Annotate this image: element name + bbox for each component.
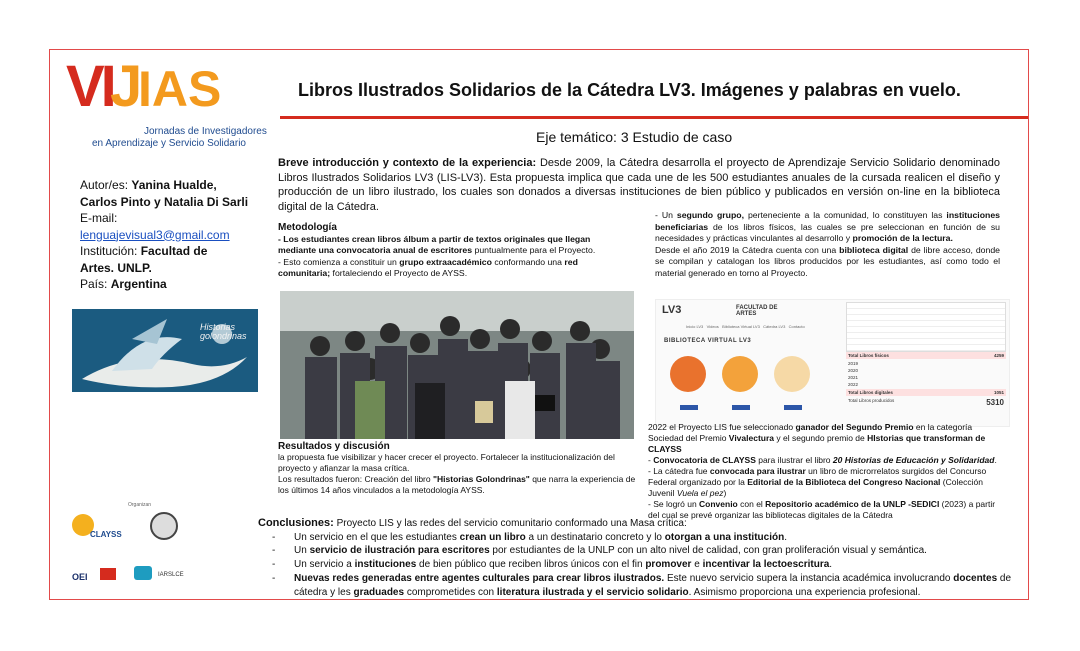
country-label: País: [80,277,108,291]
authors-line-2: Carlos Pinto y Natalia Di Sarli [80,194,249,209]
email-link[interactable]: lenguajevisual3@gmail.com [80,227,230,242]
institutions-rows [846,302,1006,352]
site-nav: Inicio LV3 Videos Biblioteca Virtual LV3 Cátedra LV3 Contacto [686,324,805,329]
logo-ias-letters: IAS [138,61,222,117]
historias-golondrinas-illustration [72,309,258,392]
organizan-label: Organizan [128,502,152,508]
conclusion-item-1: - Un servicio en el que les estudiantes crean un libro a un destinatario concreto y lo otorgan a una institución. [258,531,1020,545]
methodology-header: Metodología [278,222,337,233]
email-label: E-mail: [80,211,118,225]
award-paragraph: 2022 el Proyecto LIS fue seleccionado ganador del Segundo Premio en la categoría Sociedad del Premio Vivalectura y el segundo premio de HIstorias que transforman de CLAYSS [648,422,986,454]
institution-line-1: Facultad de [140,244,208,258]
congress-call-paragraph: - La cátedra fue convocada para ilustrar un libro de microrrelatos surgidos del Concurso Federal organizado por la Editorial de la Biblioteca del Congreso Nacional (Colección Juvenil Vuela el pez) [648,466,987,498]
iarslce-logo: IARSLCE [158,572,184,578]
conclusions-label: Conclusiones: [258,517,334,529]
intro-paragraph [278,156,1000,214]
clayss-logo-text: CLAYSS [90,530,122,539]
conclusion-item-2: - Un servicio de ilustración para escritores por estudiantes de la UNLP con un alto nivel de calidad, con gran proliferación visual y semántica. [258,544,1020,558]
authors-label: Autor/es: [80,178,129,192]
book-button-1[interactable] [680,405,698,410]
intro-lead: Breve introducción y contexto de la experiencia: [278,157,537,169]
red-network-logo-icon [100,568,116,580]
clayss-call-paragraph: - Convocatoria de CLAYSS para ilustrar el libro 20 Historias de Educación y Solidaridad. [648,455,997,465]
digital-years-rows: 2019 2020 2021 2022 [848,361,859,387]
conclusions-intro: Proyecto LIS y las redes del servicio comunitario conformado una Masa crítica: [333,518,687,529]
achievements-block [648,422,1008,521]
illustration-caption: Historias golondrinas [200,322,247,341]
author-block [80,177,248,293]
books-table [846,302,1006,424]
title-divider [280,116,1029,119]
results-para-1: la propuesta fue visibilizar y hacer crecer el proyecto. Fortalecer la institucionalización del proyecto y afianzar la masa crítica. [278,452,615,473]
results-header: Resultados y discusión [278,441,390,452]
country-value: Argentina [110,277,167,291]
book-cover-2[interactable] [722,356,758,392]
digital-library-paragraph: Desde el año 2019 la Cátedra cuenta con una biblioteca digital de libre acceso, donde se compilan y catalogan los libros producidos por les estudiantes, así como todo el material generado en torno al Proyecto. [655,244,1001,278]
conclusions-block [258,517,1020,599]
book-button-3[interactable] [784,405,802,410]
conclusion-item-4: - Nuevas redes generadas entre agentes culturales para crear libros ilustrados. Este nuevo servicio supera la instancia académica involucrando docentes de cátedra y les graduades comprometides con literatura ilustrada y el servicio solidario. Asimismo proporciona una experiencia profesional. [258,572,1020,599]
authors-line-1: Yanina Hualde, [131,178,217,192]
results-block [278,441,636,496]
methodology-point-1: - Los estudiantes crean libros álbum a partir de textos originales que llegan mediante una convocatoria anual de escritores puntualmente para el Proyecto. [278,233,596,255]
sponsors-block [68,502,218,592]
book-cover-1[interactable] [670,356,706,392]
uniservitate-logo-icon [134,566,152,580]
logo-subtitle-2: en Aprendizaje y Servicio Solidario [92,138,246,149]
second-group-paragraph: - Un segundo grupo, perteneciente a la comunidad, lo constituyen las instituciones beneficiarias de los libros físicos, las cuales se pre seleccionan en función de su necesidades y prácticas vinculantes al desarrollo y promoción de la lectura. [655,210,1000,243]
poster [49,49,1029,600]
facultad-logo: FACULTAD DE ARTES [736,305,778,317]
total-physical-row: Total Libros físicos 4259 [848,353,1004,358]
second-column-top [655,210,1000,279]
total-digital-row: Total Libros digitales 1051 [848,390,1004,395]
logo-j-letter: J [110,54,143,119]
oei-logo: OEI [72,572,88,582]
book-button-2[interactable] [732,405,750,410]
intro-text: Desde 2009, la Cátedra desarrolla el proyecto de Aprendizaje Servicio Solidario denominado Libros Ilustrados Solidarios LV3 (LIS-LV3). Esta propuesta implica que cada une de les 500 estudiantes anuales de la cursada realicen el diseño y producción de un libro ilustrado, los cuales son donados a diversas instituciones de bien público y publicados en versión on-line en la biblioteca digital de la Cátedra. [278,157,1000,213]
methodology-point-2: - Esto comienza a constituir un grupo extraacadémico conformando una red comunitaria; fortaleciendo el Proyecto de AYSS. [278,256,578,278]
results-para-2: Los resultados fueron: Creación del libro "Historias Golondrinas" que narra la experiencia de los últimos 14 años vinculados a la metodología AYSS. [278,474,636,495]
institution-label: Institución: [80,244,138,258]
group-photo [280,291,634,439]
institution-line-2: Artes. UNLP. [80,260,152,275]
unlp-seal-icon [150,512,178,540]
book-cover-3[interactable] [774,356,810,392]
library-heading: BIBLIOTECA VIRTUAL LV3 [664,338,752,344]
logo-subtitle-1: Jornadas de Investigadores [144,126,267,137]
logo-vi-letters: VI [66,54,113,119]
total-produced-row: Total Libros producidos 5310 [848,398,1004,407]
agreement-paragraph: - Se logró un Convenio con el Repositorio académico de la UNLP -SEDICI (2023) a partir del cual se prevé organizar las bibliotecas digitales de la Cátedra [648,499,996,520]
methodology-block [278,222,626,280]
library-website-screenshot [655,299,1010,427]
conclusion-item-3: - Un servicio a instituciones de bien público que reciben libros únicos con el fin promover e incentivar la lectoescritura. [258,558,1020,572]
poster-title: Libros Ilustrados Solidarios de la Cátedra LV3. Imágenes y palabras en vuelo. [298,80,961,100]
theme-line: Eje temático: 3 Estudio de caso [536,129,733,145]
lv3-logo: LV3 [662,304,682,316]
